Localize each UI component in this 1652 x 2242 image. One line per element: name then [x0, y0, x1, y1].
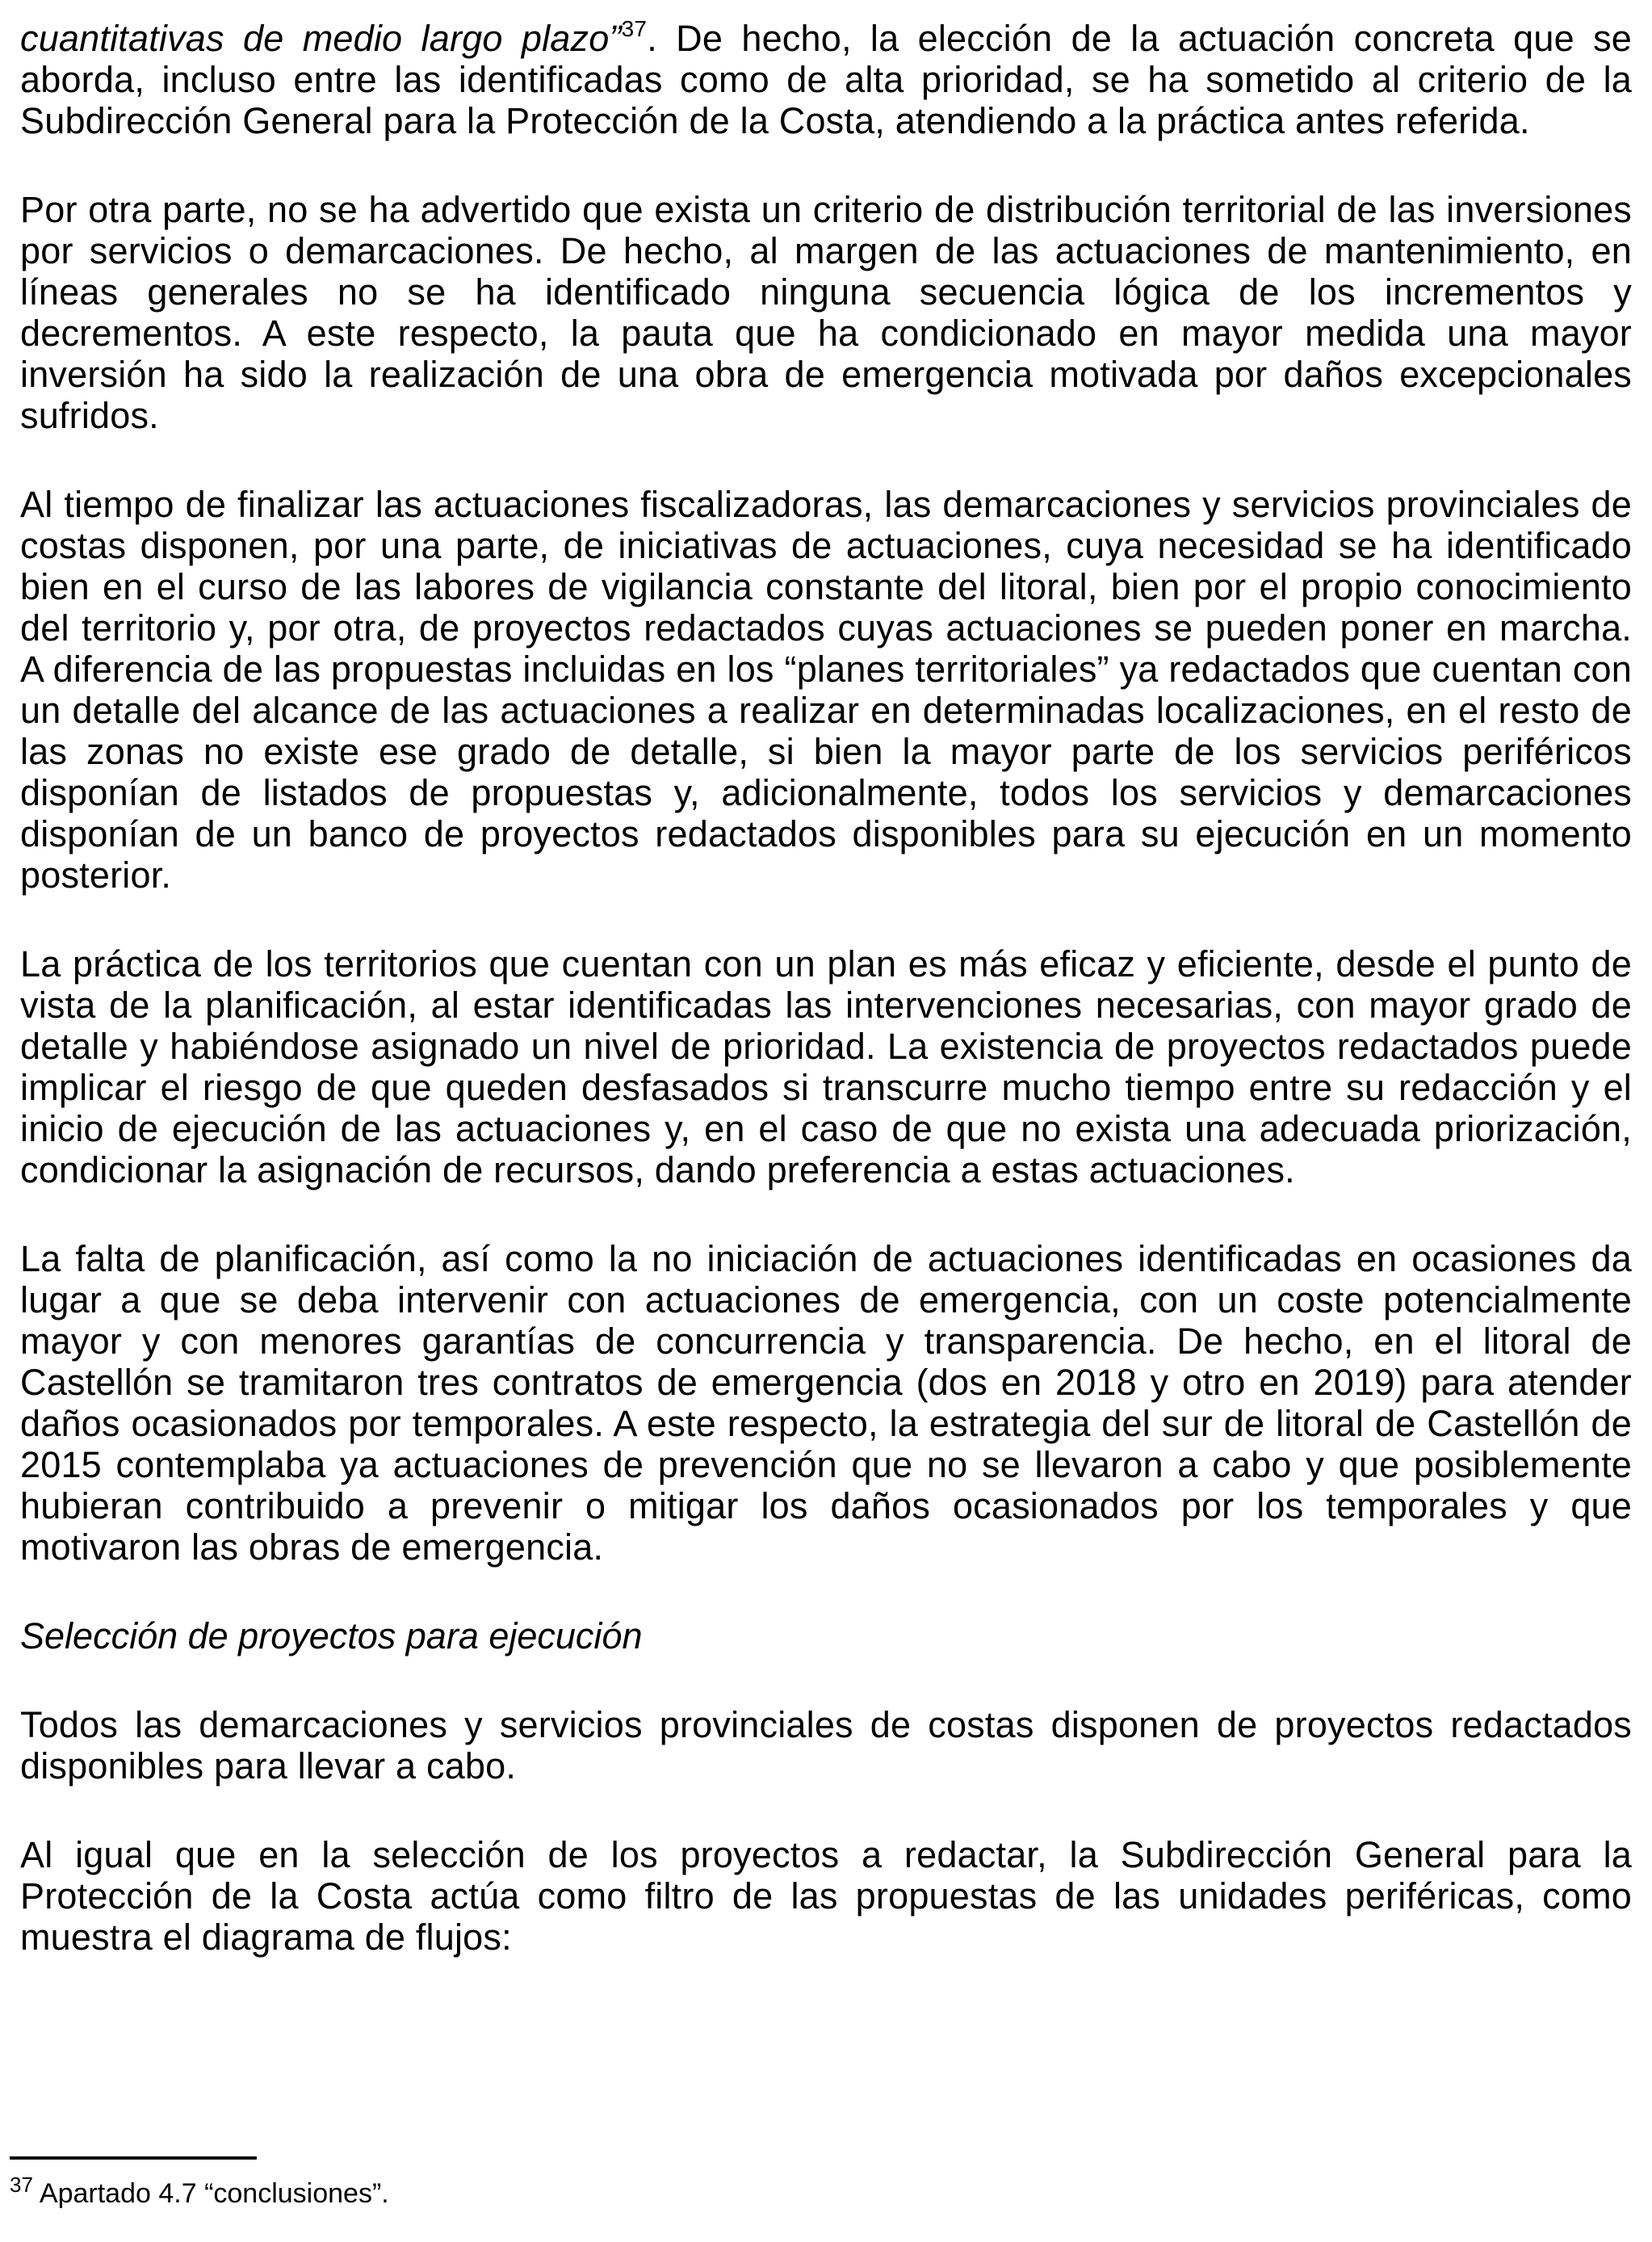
footnote-separator	[10, 2156, 257, 2160]
footnote-37	[10, 2173, 979, 2210]
paragraph-planning-practice: La práctica de los territorios que cuentan con un plan es más eficaz y eficiente, desde el punto de vista de la planificación, al estar identificadas las intervenciones necesarias, con mayor grado de detalle y habiéndose asignado un nivel de prioridad. La existencia de proyectos redactados puede implicar el riesgo de que queden desfasados si transcurre mucho tiempo entre su redacción y el inicio de ejecución de las actuaciones y, en el caso de que no exista una adecuada priorización, condicionar la asignación de recursos, dando preferencia a estas actuaciones.	[20, 943, 1632, 1190]
paragraph-emergency-contracts: La falta de planificación, así como la no iniciación de actuaciones identificadas en ocasiones da lugar a que se deba intervenir con actuaciones de emergencia, con un coste potencialmente mayor y con menores garantías de concurrencia y transparencia. De hecho, en el litoral de Castellón se tramitaron tres contratos de emergencia (dos en 2018 y otro en 2019) para atender daños ocasionados por temporales. A este respecto, la estrategia del sur de litoral de Castellón de 2015 contemplaba ya actuaciones de prevención que no se llevaron a cabo y que posiblemente hubieran contribuido a prevenir o mitigar los daños ocasionados por los temporales y que motivaron las obras de emergencia.	[20, 1238, 1632, 1568]
footnote-marker: 37	[10, 2173, 33, 2197]
paragraph-continuation	[20, 18, 1632, 141]
italic-quote-fragment: cuantitativas de medio largo plazo”	[20, 18, 622, 59]
text-block	[20, 18, 1632, 1958]
footnote-text: Apartado 4.7 “conclusiones”.	[39, 2178, 389, 2209]
section-heading: Selección de proyectos para ejecución	[20, 1615, 643, 1656]
paragraph-available-projects: Todos las demarcaciones y servicios provinciales de costas disponen de proyectos redactados disponibles para llevar a cabo.	[20, 1704, 1632, 1786]
footnote-reference-37: 37	[621, 16, 648, 41]
paragraph-initiatives-and-projects: Al tiempo de finalizar las actuaciones fiscalizadoras, las demarcaciones y servicios provinciales de costas disponen, por una parte, de iniciativas de actuaciones, cuya necesidad se ha identificado bien en el curso de las labores de vigilancia constante del litoral, bien por el propio conocimiento del territorio y, por otra, de proyectos redactados cuyas actuaciones se pueden poner en marcha. A diferencia de las propuestas incluidas en los “planes territoriales” ya redactados que cuentan con un detalle del alcance de las actuaciones a realizar en determinadas localizaciones, en el resto de las zonas no existe ese grado de detalle, si bien la mayor parte de los servicios periféricos disponían de listados de propuestas y, adicionalmente, todos los servicios y demarcaciones disponían de un banco de proyectos redactados disponibles para su ejecución en un momento posterior.	[20, 484, 1632, 896]
paragraph-territorial-criteria: Por otra parte, no se ha advertido que exista un criterio de distribución territorial de las inversiones por servicios o demarcaciones. De hecho, al margen de las actuaciones de mantenimiento, en líneas generales no se ha identificado ninguna secuencia lógica de los incrementos y decrementos. A este respecto, la pauta que ha condicionado en mayor medida una mayor inversión ha sido la realización de una obra de emergencia motivada por daños excepcionales sufridos.	[20, 189, 1632, 436]
paragraph-1-body: . De hecho, la elección de la actuación concreta que se aborda, incluso entre las identificadas como de alta prioridad, se ha sometido al criterio de la Subdirección General para la Protección de la Costa, atendiendo a la práctica antes referida.	[20, 18, 1633, 141]
paragraph-flow-diagram-intro: Al igual que en la selección de los proyectos a redactar, la Subdirección General para la Protección de la Costa actúa como filtro de las propuestas de las unidades periféricas, como muestra el diagrama de flujos:	[20, 1834, 1632, 1958]
footnote-area	[10, 2156, 979, 2210]
